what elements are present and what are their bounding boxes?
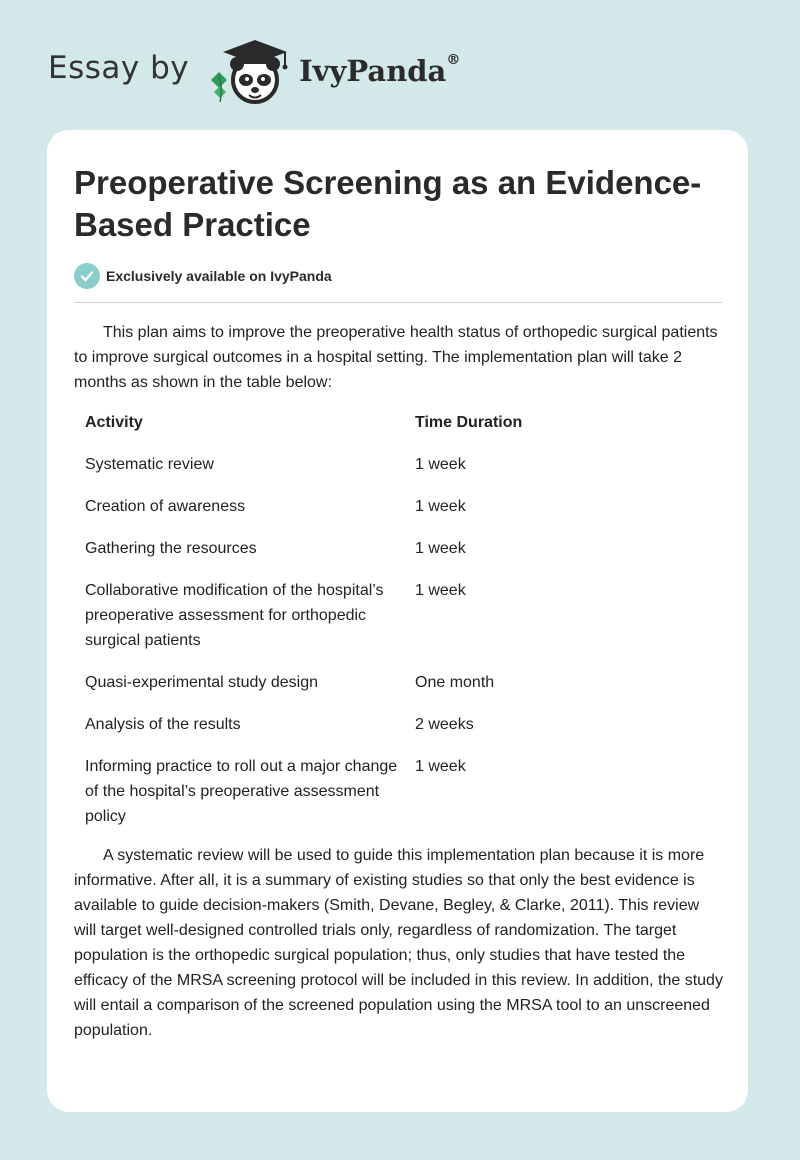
- table-row: [85, 452, 705, 477]
- table-row: [85, 578, 705, 653]
- duration-cell: 1 week: [415, 540, 466, 557]
- implementation-table: [85, 410, 705, 846]
- activity-cell: Systematic review: [85, 456, 214, 473]
- table-header-row: [85, 410, 705, 435]
- duration-cell: 1 week: [415, 498, 466, 515]
- brand-header[interactable]: [48, 36, 460, 108]
- activity-cell: Analysis of the results: [85, 716, 241, 733]
- table-row: [85, 494, 705, 519]
- registered-mark: ®: [446, 52, 461, 68]
- header-duration: Time Duration: [415, 414, 523, 431]
- table-row: [85, 712, 705, 737]
- paragraph-intro: This plan aims to improve the preoperative health status of orthopedic surgical patients to improve surgical outcomes in a hospital setting. The implementation plan will take 2 months as shown in the table below:: [74, 324, 718, 391]
- page-title: Preoperative Screening as an Evidence-Based Practice: [74, 164, 702, 243]
- duration-cell: 1 week: [415, 758, 466, 775]
- essay-card: [47, 130, 748, 1112]
- table-row: [85, 754, 705, 829]
- divider: [74, 302, 722, 303]
- activity-cell: Gathering the resources: [85, 540, 257, 557]
- brand-name-text: IvyPanda: [299, 54, 447, 88]
- header-activity: Activity: [85, 414, 143, 431]
- checkmark-icon: [74, 263, 100, 289]
- activity-cell: Quasi-experimental study design: [85, 674, 319, 691]
- exclusive-label: Exclusively available on IvyPanda: [106, 268, 332, 284]
- duration-cell: One month: [415, 674, 495, 691]
- duration-cell: 1 week: [415, 456, 466, 473]
- activity-cell: Creation of awareness: [85, 498, 246, 515]
- table-row: [85, 670, 705, 695]
- brand-name: [299, 54, 460, 88]
- activity-cell: Collaborative modification of the hospital’s preoperative assessment for orthopedic surgical patients: [85, 582, 384, 649]
- paragraph-body: A systematic review will be used to guide this implementation plan because it is more informative. After all, it is a summary of existing studies so that only the best evidence is available to guide decision-makers (Smith, Devane, Begley, & Clarke, 2011). This review will target well-designed controlled trials only, regardless of randomization. The target population is the orthopedic surgical population; thus, only studies that have tested the efficacy of the MRSA screening protocol will be included in this review. In addition, the study will entail a comparison of the screened population using the MRSA tool to an unscreened population.: [74, 847, 723, 1039]
- brand-prefix: Essay by: [48, 50, 190, 86]
- table-row: [85, 536, 705, 561]
- duration-cell: 1 week: [415, 582, 466, 599]
- duration-cell: 2 weeks: [415, 716, 474, 733]
- activity-cell: Informing practice to roll out a major change of the hospital’s preoperative assessment policy: [85, 758, 398, 825]
- panda-logo-icon: [205, 36, 295, 108]
- exclusive-badge: [74, 263, 332, 289]
